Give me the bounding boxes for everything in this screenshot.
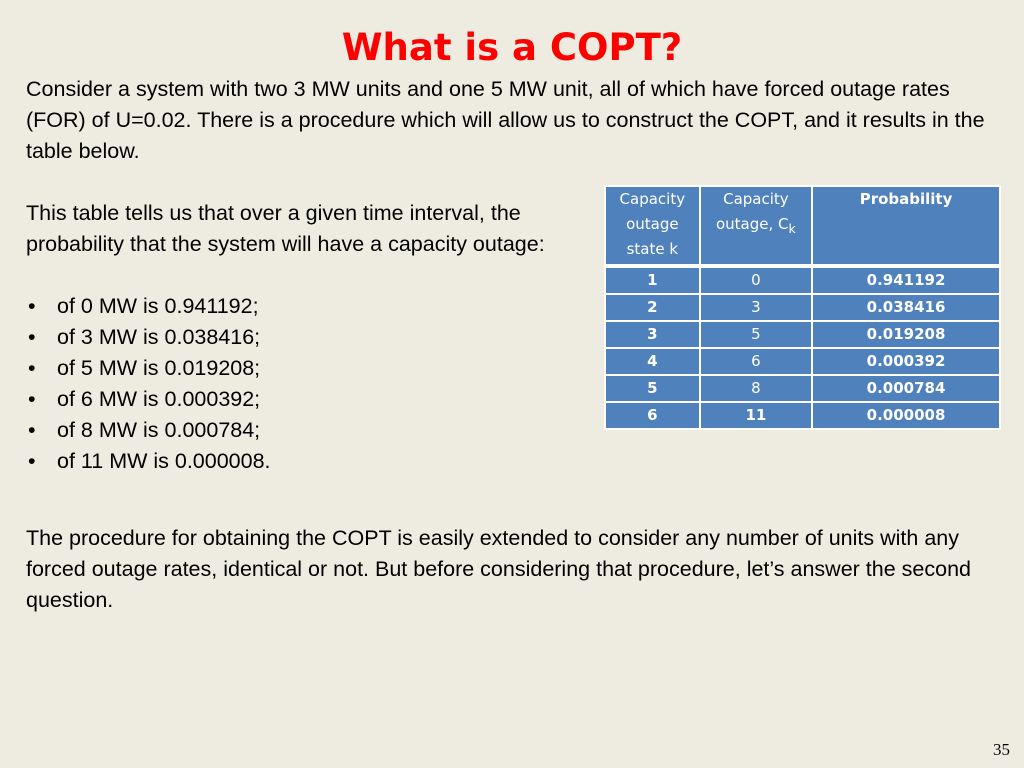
- header-outage-label: Capacity outage, C: [715, 190, 789, 233]
- table-row: [605, 266, 1000, 294]
- bullet-item: [26, 415, 271, 446]
- bullet-text: of 0 MW is 0.941192;: [57, 294, 259, 318]
- bullet-text: of 5 MW is 0.019208;: [57, 356, 261, 380]
- header-probability: Probability: [812, 186, 1000, 266]
- bullet-icon: •: [28, 418, 36, 442]
- bullet-icon: •: [28, 387, 36, 411]
- cell-outage: 3: [700, 294, 812, 321]
- cell-state: 1: [605, 266, 700, 294]
- cell-outage: 8: [700, 375, 812, 402]
- table-description: This table tells us that over a given time interval, the probability that the system will have a capacity outage:: [26, 201, 545, 256]
- bullet-icon: •: [28, 294, 36, 318]
- cell-state: 4: [605, 348, 700, 375]
- copt-table: [604, 185, 1001, 430]
- table-row: [605, 321, 1000, 348]
- cell-state: 3: [605, 321, 700, 348]
- cell-probability: 0.019208: [812, 321, 1000, 348]
- bullet-text: of 6 MW is 0.000392;: [57, 387, 261, 411]
- cell-state: 2: [605, 294, 700, 321]
- closing-paragraph: The procedure for obtaining the COPT is easily extended to consider any number of units with any forced outage rates, identical or not. But before considering that procedure, let’s answer the second question.: [26, 526, 971, 612]
- cell-probability: 0.000784: [812, 375, 1000, 402]
- bullet-item: [26, 353, 271, 384]
- header-outage-subscript: k: [788, 221, 796, 236]
- bullet-text: of 11 MW is 0.000008.: [57, 449, 271, 473]
- header-state: Capacity outage state k: [605, 186, 700, 266]
- header-outage: [700, 186, 812, 266]
- cell-probability: 0.038416: [812, 294, 1000, 321]
- bullet-text: of 3 MW is 0.038416;: [57, 325, 261, 349]
- bullet-item: [26, 322, 271, 353]
- intro-paragraph: Consider a system with two 3 MW units and one 5 MW unit, all of which have forced outage rates (FOR) of U=0.02. There is a procedure which will allow us to construct the COPT, and it results in the table below.: [26, 77, 985, 163]
- cell-outage: 5: [700, 321, 812, 348]
- cell-probability: 0.000008: [812, 402, 1000, 429]
- cell-outage: 11: [700, 402, 812, 429]
- page-number: 35: [993, 740, 1010, 759]
- cell-state: 6: [605, 402, 700, 429]
- table-row: [605, 294, 1000, 321]
- bullet-text: of 8 MW is 0.000784;: [57, 418, 261, 442]
- bullet-icon: •: [28, 325, 36, 349]
- table-row: [605, 375, 1000, 402]
- bullet-icon: •: [28, 356, 36, 380]
- probability-bullet-list: [26, 291, 271, 477]
- table-header-row: [605, 186, 1000, 266]
- cell-state: 5: [605, 375, 700, 402]
- table-row: [605, 402, 1000, 429]
- cell-outage: 0: [700, 266, 812, 294]
- cell-outage: 6: [700, 348, 812, 375]
- bullet-item: [26, 384, 271, 415]
- bullet-item: [26, 446, 271, 477]
- table-row: [605, 348, 1000, 375]
- bullet-item: [26, 291, 271, 322]
- cell-probability: 0.000392: [812, 348, 1000, 375]
- cell-probability: 0.941192: [812, 266, 1000, 294]
- slide-title: What is a COPT?: [341, 26, 683, 69]
- bullet-icon: •: [28, 449, 36, 473]
